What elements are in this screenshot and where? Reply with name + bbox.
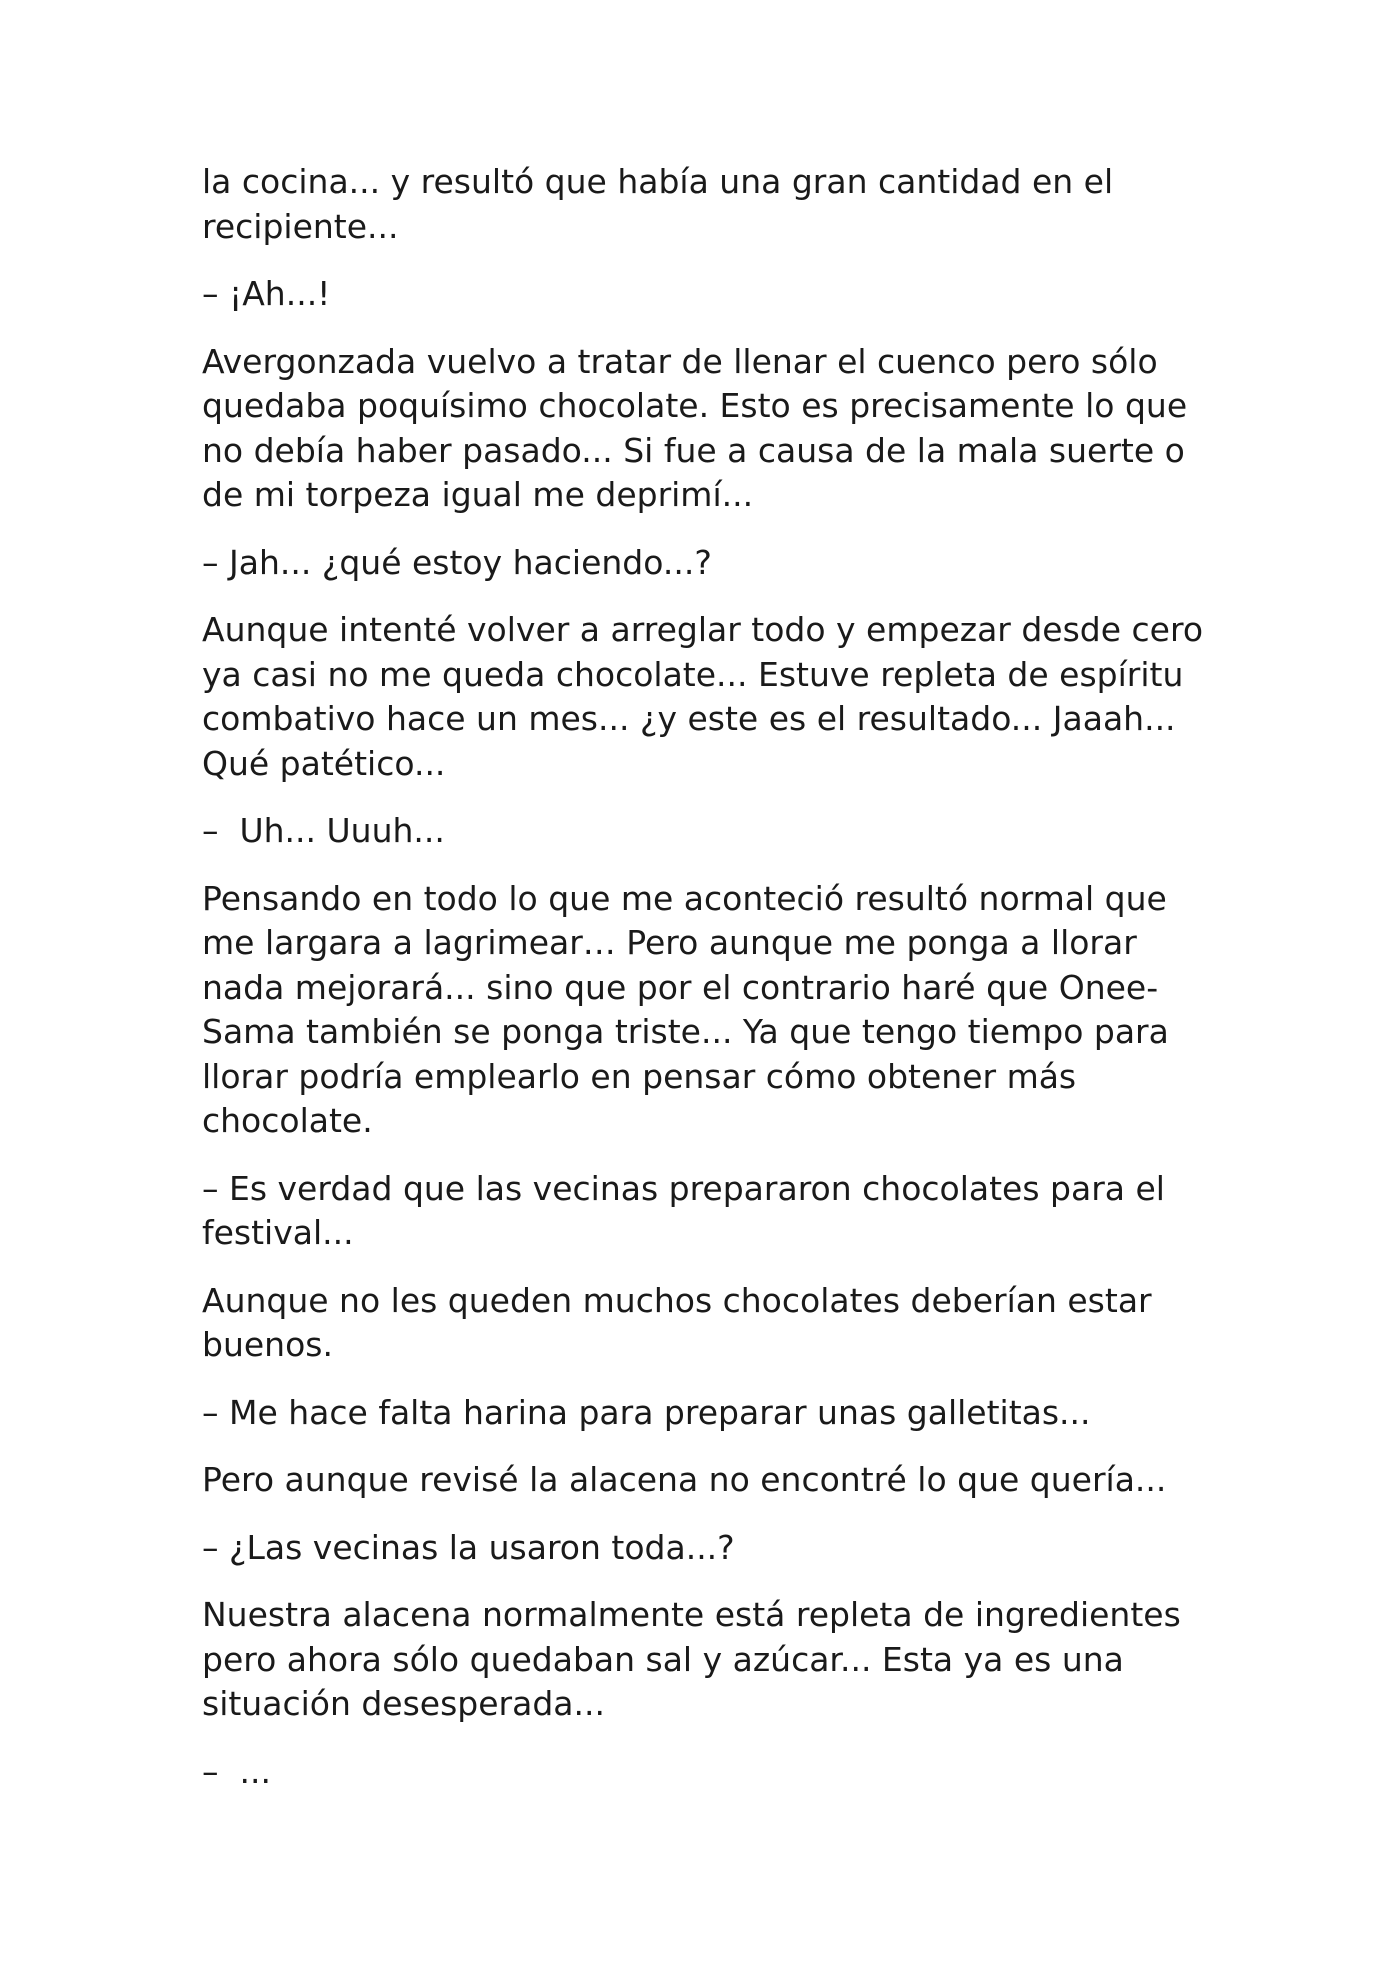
paragraph-1: la cocina... y resultó que había una gran cantidad en el recipiente...: [202, 162, 1114, 246]
document-body: [202, 160, 1212, 1817]
paragraph-6: – Uh... Uuuh...: [202, 811, 445, 850]
paragraph-10: – Me hace falta harina para preparar unas galletitas...: [202, 1392, 1091, 1432]
paragraph-12: – ¿Las vecinas la usaron toda...?: [202, 1527, 735, 1567]
paragraph-5: Aunque intenté volver a arreglar todo y empezar desde cero ya casi no me queda chocolate... Estuve repleta de espíritu combativo hace un mes... ¿y este es el resultado... Jaaah... Qué patético...: [202, 610, 1204, 783]
paragraph-11: Pero aunque revisé la alacena no encontré lo que quería...: [202, 1460, 1167, 1499]
paragraph-9: Aunque no les queden muchos chocolates deberían estar buenos.: [202, 1280, 1152, 1364]
paragraph-14: – ...: [202, 1751, 271, 1791]
paragraph-13: Nuestra alacena normalmente está repleta de ingredientes pero ahora sólo quedaban sal y azúcar... Esta ya es una situación desesperada...: [202, 1595, 1181, 1723]
paragraph-4: – Jah... ¿qué estoy haciendo...?: [202, 542, 712, 582]
paragraph-7: Pensando en todo lo que me aconteció resultó normal que me largara a lagrimear… Pero aunque me ponga a llorar nada mejorará... sino que por el contrario haré que Onee-Sama también se ponga triste... Ya que tengo tiempo para llorar podría emplearlo en pensar cómo obtener más chocolate.: [202, 878, 1169, 1140]
paragraph-2: – ¡Ah...!: [202, 274, 331, 313]
paragraph-8: – Es verdad que las vecinas prepararon chocolates para el festival...: [202, 1168, 1165, 1252]
paragraph-3: Avergonzada vuelvo a tratar de llenar el cuenco pero sólo quedaba poquísimo chocolate. Esto es precisamente lo que no debía haber pasado... Si fue a causa de la mala suerte o de mi torpeza igual me deprimí...: [202, 341, 1188, 514]
